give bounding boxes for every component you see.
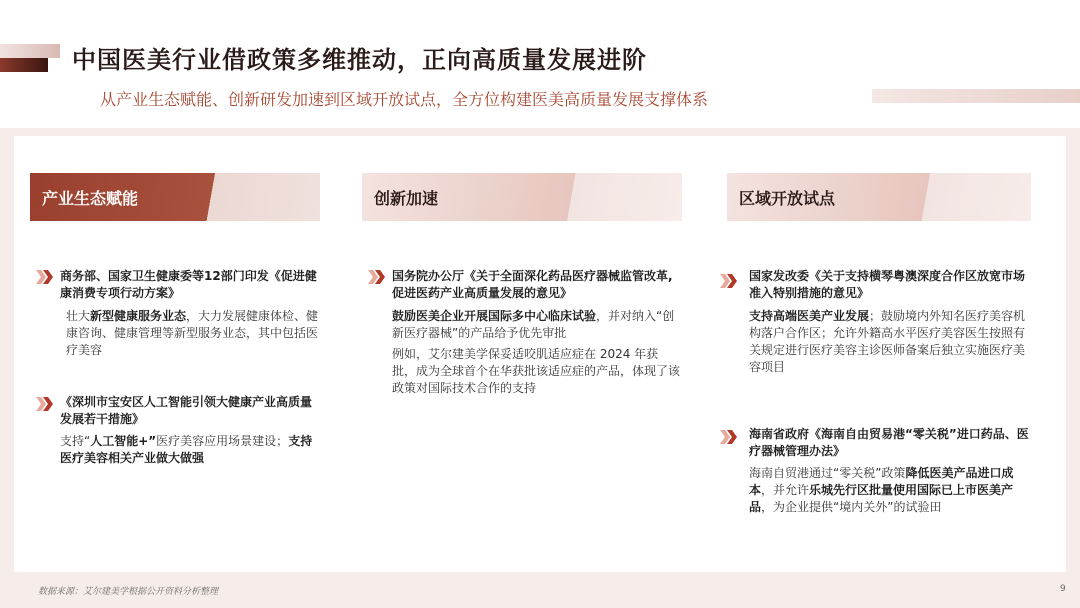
column-heading-label: 区域开放试点 (739, 189, 836, 208)
policy-title: 《深圳市宝安区人工智能引领大健康产业高质量发展若干措施》 (60, 395, 313, 426)
page-subtitle: 从产业生态赋能、创新研发加速到区域开放试点，全方位构建医美高质量发展支撑体系 (100, 90, 709, 109)
policy-title: 海南省政府《海南自由贸易港“零关税”进口药品、医疗器械管理办法》 (749, 427, 1029, 458)
policy-title: 商务部、国家卫生健康委等12部门印发《促进健康消费专项行动方案》 (60, 269, 317, 300)
column-heading-ecosystem (30, 173, 320, 221)
policy-body: 支持高端医美产业发展；鼓励境内外知名医疗美容机构落户合作区；允许外籍高水平医疗美容医生按照有关规定进行医疗美容主诊医师备案后独立实施医疗美容项目 (749, 309, 1026, 374)
column-heading-label: 产业生态赋能 (42, 189, 139, 208)
double-chevron-icon (36, 397, 54, 411)
column-heading-label: 创新加速 (374, 189, 439, 208)
policy-body: 支持“人工智能+”医疗美容应用场景建设；支持医疗美容相关产业做大做强 (60, 434, 313, 465)
decor-bar-left-light (0, 44, 60, 58)
double-chevron-icon (368, 270, 386, 284)
double-chevron-icon (720, 430, 738, 444)
page-title: 中国医美行业借政策多维推动，正向高质量发展进阶 (72, 46, 647, 74)
double-chevron-icon (36, 270, 54, 284)
double-chevron-icon (720, 274, 738, 288)
column-heading-regional (727, 173, 1031, 221)
decor-bar-left-dark (0, 58, 48, 72)
page-number: 9 (1060, 584, 1066, 594)
policy-example: 例如，艾尔建美学保妥适咬肌适应症在 2024 年获批，成为全球首个在华获批该适应症的产品，体现了该政策对国际技术合作的支持 (392, 347, 681, 395)
data-source-note: 数据来源：艾尔建美学根据公开资料分析整理 (38, 587, 219, 597)
policy-body: 海南自贸港通过“零关税”政策降低医美产品进口成本，并允许乐城先行区批量使用国际已上市医美产品，为企业提供“境内关外”的试验田 (749, 466, 1014, 514)
policy-body: 壮大新型健康服务业态，大力发展健康体检、健康咨询、健康管理等新型服务业态，其中包括医疗美容 (66, 309, 319, 357)
decor-bar-right (872, 89, 1080, 103)
policy-title: 国务院办公厅《关于全面深化药品医疗器械监管改革,促进医药产业高质量发展的意见》 (392, 269, 673, 300)
policy-body: 鼓励医美企业开展国际多中心临床试验，并对纳入“创新医疗器械”的产品给予优先审批 (392, 309, 675, 340)
column-heading-innovation (362, 173, 682, 221)
policy-title: 国家发改委《关于支持横琴粤澳深度合作区放宽市场准入特别措施的意见》 (749, 269, 1026, 300)
